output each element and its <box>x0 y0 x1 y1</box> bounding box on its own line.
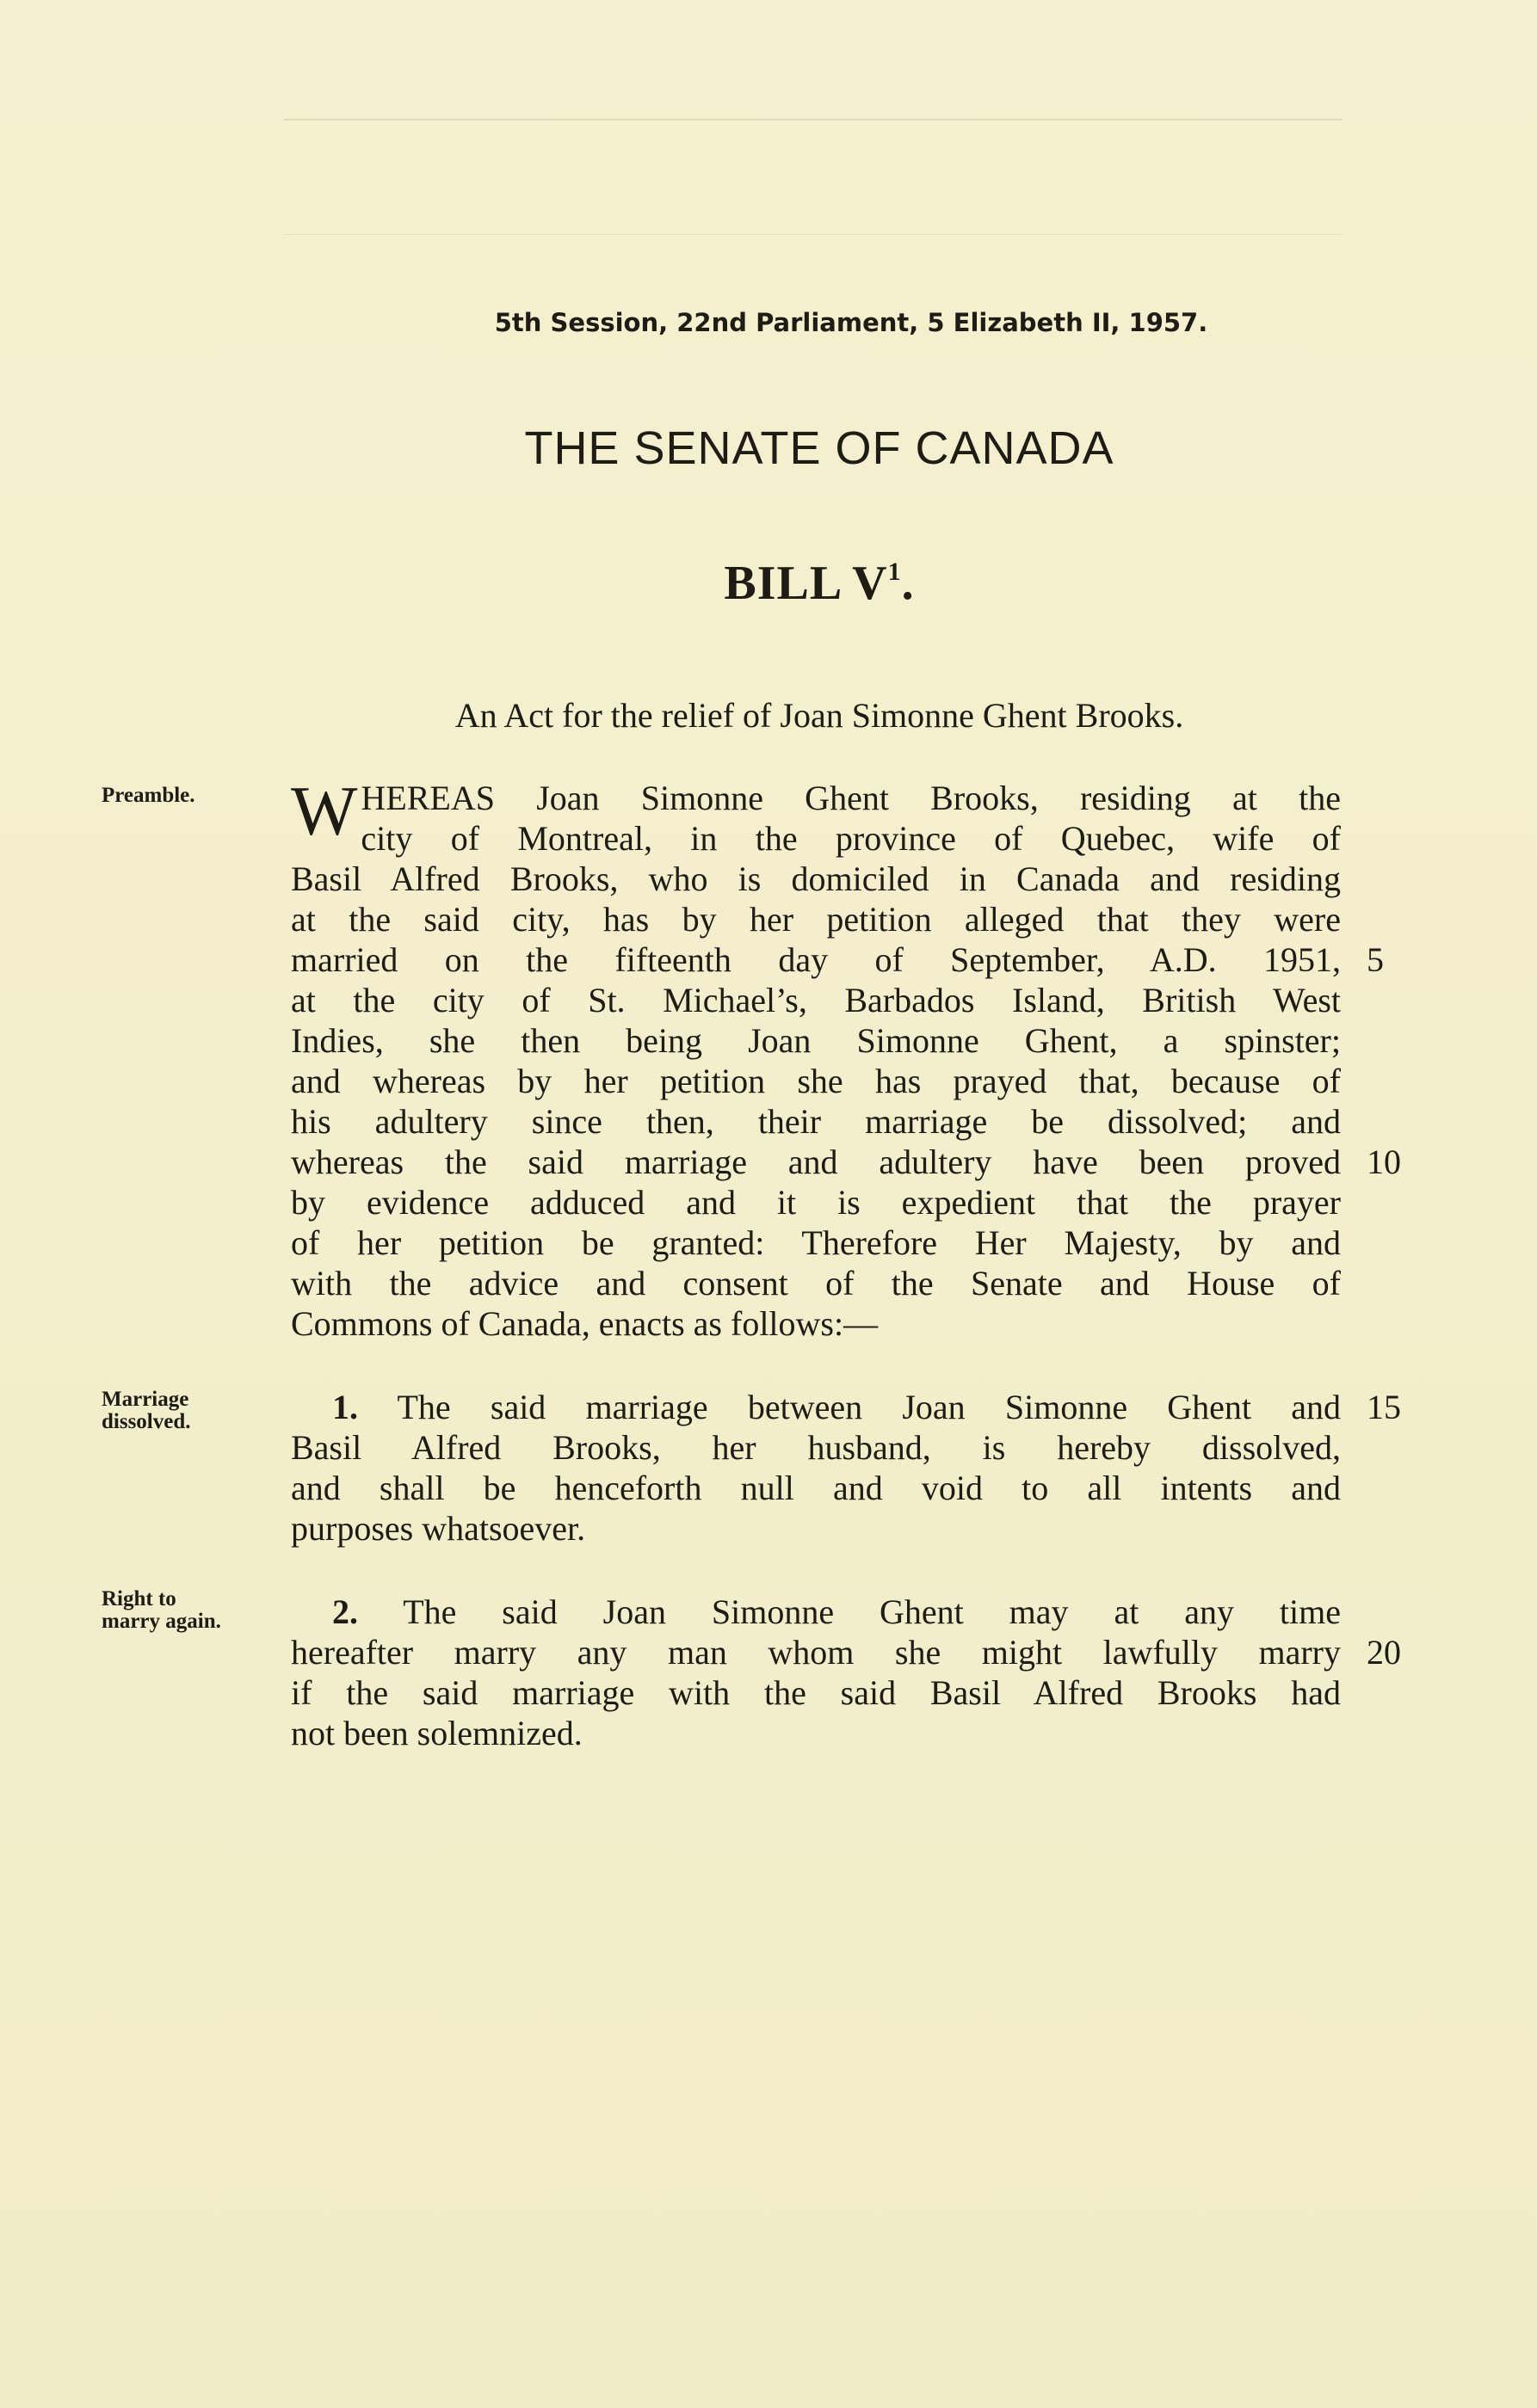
preamble-line: his adultery since then, their marriage be dissolved; and <box>291 1102 1341 1141</box>
preamble-line: at the said city, has by her petition alleged that they were <box>291 900 1341 939</box>
margin-note-line: dissolved. <box>102 1410 191 1433</box>
margin-note-preamble: Preamble. <box>102 784 195 807</box>
session-text: 5th Session, 22nd Parliament, 5 Elizabeth II, 1957. <box>494 308 1208 337</box>
preamble-text <box>291 772 1341 1344</box>
section-2-text <box>291 1592 1341 1753</box>
section-1-number: 1. <box>332 1388 358 1426</box>
section-1-line: Basil Alfred Brooks, her husband, is hereby dissolved, <box>291 1428 1341 1467</box>
preamble-line: with the advice and consent of the Senate and House of <box>291 1264 1341 1303</box>
margin-note-line: Marriage <box>102 1388 189 1411</box>
section-2-line: The said Joan Simonne Ghent may at any time <box>403 1592 1341 1631</box>
preamble-line: Commons of Canada, enacts as follows:— <box>291 1304 879 1343</box>
preamble-line: whereas the said marriage and adultery have been proved <box>291 1142 1341 1181</box>
section-1-first-line <box>291 1387 1341 1427</box>
section-1-text <box>291 1387 1341 1549</box>
bill-label: BILL V <box>724 557 888 610</box>
section-2-line: not been solemnized. <box>291 1714 583 1752</box>
header-rule <box>284 234 1343 235</box>
bill-number <box>0 556 1537 611</box>
section-2-line: if the said marriage with the said Basil Alfred Brooks had <box>291 1673 1341 1712</box>
preamble-line: at the city of St. Michael’s, Barbados Island, British West <box>291 981 1341 1019</box>
section-2-first-line <box>291 1592 1341 1632</box>
act-title-text: An Act for the relief of Joan Simonne Ghent Brooks. <box>454 696 1184 735</box>
section-1-line: The said marriage between Joan Simonne Ghent and <box>397 1388 1341 1426</box>
preamble-line: HEREAS Joan Simonne Ghent Brooks, residing at the <box>361 779 1341 817</box>
margin-note-line: Right to <box>102 1587 176 1610</box>
preamble-line: married on the fifteenth day of September, A.D. 1951, <box>291 940 1341 979</box>
preamble-line: and whereas by her petition she has prayed that, because of <box>291 1062 1341 1100</box>
preamble-line: of her petition be granted: Therefore Her Majesty, by and <box>291 1223 1341 1262</box>
line-number-5: 5 <box>1367 940 1384 979</box>
preamble-line: city of Montreal, in the province of Quebec, wife of <box>361 819 1341 858</box>
section-1-line: and shall be henceforth null and void to all intents and <box>291 1469 1341 1507</box>
line-number-20: 20 <box>1367 1633 1401 1672</box>
preamble-line: Indies, she then being Joan Simonne Ghent, a spinster; <box>291 1021 1341 1060</box>
section-1-line: purposes whatsoever. <box>291 1509 586 1548</box>
session-line <box>0 308 1537 337</box>
preamble-line: by evidence adduced and it is expedient that the prayer <box>291 1183 1341 1222</box>
top-rule <box>284 119 1343 120</box>
bill-superscript: 1 <box>887 557 902 586</box>
act-title <box>0 695 1537 736</box>
section-2-number: 2. <box>332 1592 358 1631</box>
line-number-10: 10 <box>1367 1142 1401 1181</box>
dropcap: W <box>291 772 358 850</box>
preamble-line: Basil Alfred Brooks, who is domiciled in Canada and residing <box>291 859 1341 898</box>
bill-suffix: . <box>901 557 915 610</box>
margin-note-section-2 <box>102 1588 274 1633</box>
line-number-15: 15 <box>1367 1388 1401 1426</box>
margin-note-line: marry again. <box>102 1610 221 1633</box>
margin-note-section-1 <box>102 1389 274 1433</box>
senate-text: THE SENATE OF CANADA <box>524 422 1114 474</box>
senate-heading <box>0 422 1537 475</box>
section-2-line: hereafter marry any man whom she might lawfully marry <box>291 1633 1341 1672</box>
